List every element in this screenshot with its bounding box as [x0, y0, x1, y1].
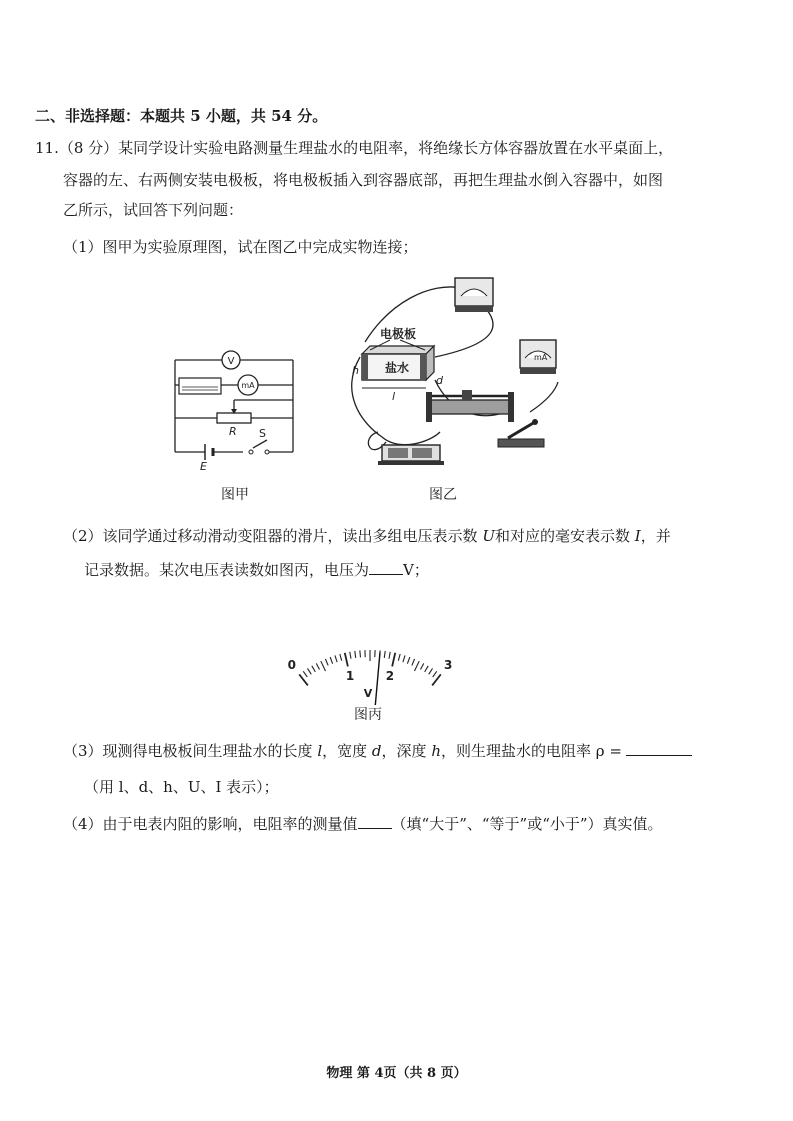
scale-tick: [335, 655, 337, 662]
figure-yi-caption: 图乙: [429, 487, 457, 503]
part-2-line1: [63, 526, 671, 546]
scale-label: 0: [287, 657, 296, 672]
scale-tick: [330, 657, 332, 664]
scale-tick: [433, 671, 437, 677]
part-2-text-a: （2）该同学通过移动滑动变阻器的滑片，读出多组电压表示数: [63, 527, 483, 545]
scale-tick: [403, 655, 405, 662]
scale-tick: [389, 652, 390, 659]
battery-device: [378, 445, 444, 465]
part-2-text-b: 和对应的毫安表示数: [494, 527, 635, 545]
part-3-line2: （用 l、d、h、U、I 表示）；: [84, 778, 279, 796]
answer-blank-compare[interactable]: [358, 814, 392, 829]
scale-tick: [414, 661, 419, 671]
scale-tick: [420, 663, 423, 669]
part-2-text-c: ，并: [640, 527, 671, 545]
scale-tick: [345, 653, 348, 667]
scale-label: 2: [385, 669, 395, 684]
figure-bing-meter: [280, 615, 460, 705]
scale-tick: [398, 654, 400, 661]
scale-label: 3: [444, 657, 453, 672]
milliammeter-device: [520, 340, 556, 374]
figure-bing-caption: 图丙: [354, 707, 382, 723]
var-h: h: [431, 742, 441, 760]
scale-tick: [303, 671, 307, 677]
scale-tick: [316, 663, 319, 669]
rheostat-device: [426, 390, 514, 422]
scale-tick: [360, 650, 361, 657]
scale-tick: [340, 654, 342, 661]
question-stem-1: 某同学设计实验电路测量生理盐水的电阻率，将绝缘长方体容器放置在水平桌面上，: [118, 139, 674, 157]
part-3-sep-1: ，宽度: [322, 742, 372, 760]
var-l: l: [317, 742, 323, 760]
length-label: l: [392, 390, 396, 403]
part-3-text-b: ，则生理盐水的电阻率 ρ =: [440, 742, 622, 760]
question-score: （8 分）: [58, 139, 119, 157]
width-label: d: [436, 374, 443, 387]
rheostat-label: R: [229, 425, 237, 438]
section-title: 二、非选择题：本题共 5 小题，共 54 分。: [35, 107, 328, 125]
var-I: I: [634, 527, 641, 545]
question-stem-3: 乙所示，试回答下列问题：: [63, 201, 244, 219]
electrode-label: 电极板: [380, 327, 417, 341]
scale-tick: [355, 651, 356, 658]
milliammeter-label: mA: [241, 381, 255, 390]
scale-label: 1: [345, 669, 355, 684]
scale-tick: [392, 653, 395, 667]
scale-tick: [412, 659, 415, 665]
switch-device: [498, 419, 544, 447]
answer-blank-resistivity[interactable]: [626, 741, 692, 756]
scale-tick: [307, 668, 311, 674]
meter-unit: V: [363, 687, 373, 700]
scale-tick: [325, 659, 328, 665]
part-2-text-d: 记录数据。某次电压表读数如图丙，电压为: [84, 561, 370, 579]
scale-tick: [425, 666, 429, 672]
scale-tick: [350, 652, 351, 659]
meter-pointer: [374, 652, 380, 705]
part-3-sep-2: ，深度: [381, 742, 432, 760]
scale-tick: [407, 657, 409, 664]
question-stem-2: 容器的左、右两侧安装电极板，将电极板插入到容器底部，再把生理盐水倒入容器中，如图: [63, 171, 664, 189]
scale-tick: [321, 661, 326, 671]
part-4: [63, 814, 663, 834]
part-2-line2: [84, 560, 429, 580]
figure-jia-circuit: [165, 345, 305, 475]
voltmeter-device: [455, 278, 493, 312]
part-4-text-b: （填“大于”、“等于”或“小于”）真实值。: [391, 815, 663, 833]
part-2-text-e: V；: [403, 561, 429, 579]
question-number: 11.: [35, 139, 59, 157]
saline-label: 盐水: [385, 361, 410, 375]
var-d: d: [371, 742, 382, 760]
answer-blank-voltage[interactable]: [369, 560, 403, 575]
var-U: U: [482, 527, 495, 545]
milliammeter-device-label: mA: [534, 353, 548, 362]
scale-tick: [312, 666, 316, 672]
scale-tick: [429, 668, 433, 674]
part-4-text-a: （4）由于电表内阻的影响，电阻率的测量值: [63, 815, 358, 833]
figure-jia-caption: 图甲: [221, 487, 249, 503]
switch-label: S: [259, 427, 266, 440]
figure-yi-apparatus: [330, 262, 565, 472]
depth-label: h: [352, 364, 359, 377]
question-11-line1: [35, 138, 673, 158]
scale-tick: [384, 651, 385, 658]
part-3-line1: [63, 741, 692, 761]
part-3-text-a: （3）现测得电极板间生理盐水的长度: [63, 742, 318, 760]
battery-label: E: [200, 460, 207, 473]
voltmeter-label: V: [227, 356, 235, 367]
page-footer: 物理 第 4页（共 8 页）: [326, 1066, 467, 1081]
part-1: （1）图甲为实验原理图，试在图乙中完成实物连接；: [63, 238, 418, 256]
